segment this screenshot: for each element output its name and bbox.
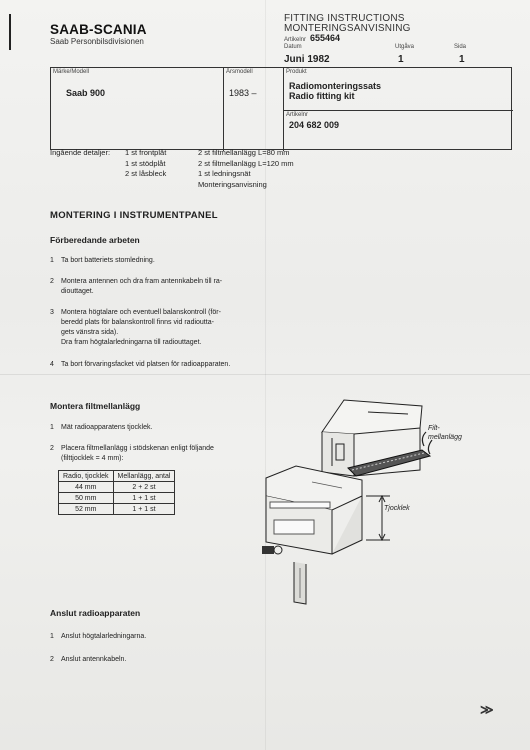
- step-number: 1: [50, 633, 54, 640]
- step-line: Dra fram högtalarledningarna till radiouttaget.: [61, 339, 202, 346]
- page-value: 1: [459, 54, 465, 65]
- edition-label: Utgåva: [395, 44, 415, 50]
- next-page-arrows-icon: ≫: [480, 702, 494, 717]
- step-number: 2: [50, 445, 54, 452]
- step-text: [61, 277, 222, 297]
- step-number: 2: [50, 278, 54, 285]
- step-text: [61, 632, 146, 642]
- divider: [283, 110, 513, 111]
- step-number: 4: [50, 361, 54, 368]
- step-text: [61, 444, 214, 464]
- contents-item: 1 st frontplåt: [125, 148, 167, 157]
- contents-col2: [198, 148, 294, 190]
- document-title: [284, 14, 411, 34]
- step-line: (filttjocklek = 4 mm):: [61, 455, 124, 462]
- title-sv: MONTERINGSANVISNING: [284, 23, 411, 34]
- contents-item: Monteringsanvisning: [198, 179, 267, 189]
- product-name-sv: Radiomonteringssats: [289, 81, 382, 91]
- page-label: Sida: [454, 44, 467, 50]
- year-label: Årsmodell: [226, 69, 253, 75]
- felt-table: [58, 470, 175, 515]
- step-line: Montera antennen och dra fram antennkabeln till ra-: [61, 278, 223, 285]
- article-number-line: [284, 33, 340, 43]
- model-label: Märke/Modell: [53, 69, 90, 75]
- table-cell: 1 + 1 st: [113, 493, 175, 504]
- article-number: 655464: [310, 33, 341, 43]
- section-heading-mounting: MONTERING I INSTRUMENTPANEL: [50, 210, 218, 221]
- info-box: [50, 67, 512, 150]
- contents-col1: [125, 148, 166, 180]
- product-name-en: Radio fitting kit: [289, 91, 355, 101]
- table-cell: 44 mm: [59, 482, 114, 493]
- contents-label: Ingående detaljer:: [50, 148, 111, 157]
- step-line: Placera filtmellanlägg i stödskenan enligt följande: [61, 445, 214, 452]
- prep-step-4: [50, 360, 230, 370]
- product-value: [289, 81, 381, 101]
- mounting-illustration: [262, 392, 447, 612]
- step-line: Mät radioapparatens tjocklek.: [61, 424, 153, 431]
- divider: [223, 68, 224, 151]
- article-label: Artikelnr: [286, 112, 309, 118]
- step-text: [61, 655, 126, 665]
- contents-item: 2 st filtmellanlägg L=80 mm: [198, 148, 290, 157]
- step-text: [61, 308, 221, 348]
- connect-step-1: [50, 632, 146, 642]
- table-row: [59, 504, 175, 515]
- edition-value: 1: [398, 54, 404, 65]
- step-line: gets vänstra sida).: [61, 329, 119, 336]
- article-number-label: Artikelnr: [284, 37, 307, 43]
- connect-step-2: [50, 655, 126, 665]
- date-value: Juni 1982: [284, 54, 330, 65]
- step-line: diouttaget.: [61, 288, 94, 295]
- step-number: 2: [50, 656, 54, 663]
- label-felt-spacer: [428, 424, 462, 442]
- table-header-cell: Mellanlägg, antal: [113, 471, 175, 482]
- brand-logo: SAAB-SCANIA: [50, 22, 147, 37]
- contents-item: 1 st stödplåt: [125, 158, 166, 168]
- table-cell: 52 mm: [59, 504, 114, 515]
- table-header-row: [59, 471, 175, 482]
- step-line: Ta bort förvaringsfacket vid platsen för radioapparaten.: [61, 361, 231, 368]
- felt-step-1: [50, 423, 152, 433]
- table-cell: 1 + 1 st: [113, 504, 175, 515]
- step-number: 3: [50, 309, 54, 316]
- label-line: mellanlägg: [428, 434, 462, 441]
- table-cell: 50 mm: [59, 493, 114, 504]
- step-number: 1: [50, 257, 54, 264]
- prep-step-2: [50, 277, 222, 297]
- step-number: 1: [50, 424, 54, 431]
- step-text: [61, 423, 152, 433]
- contents-item: 1 st ledningsnät: [198, 169, 251, 178]
- contents-item: 2 st låsbleck: [125, 169, 167, 178]
- label-line: Filt-: [428, 425, 440, 432]
- contents-item: 2 st filtmellanlägg L=120 mm: [198, 158, 294, 168]
- brand-block: [50, 22, 147, 46]
- date-label: Datum: [284, 44, 302, 50]
- model-value: Saab 900: [66, 88, 106, 98]
- article-value: 204 682 009: [289, 120, 340, 130]
- step-text: [61, 360, 230, 370]
- step-line: beredd plats för balanskontroll finns vid radioutta-: [61, 319, 214, 326]
- brand-division: Saab Personbilsdivisionen: [50, 37, 144, 46]
- heading-felt: Montera filtmellanlägg: [50, 401, 141, 411]
- table-header-cell: Radio, tjocklek: [59, 471, 114, 482]
- table-row: [59, 493, 175, 504]
- step-line: Anslut antennkabeln.: [61, 656, 127, 663]
- prep-step-1: [50, 256, 155, 266]
- heading-connect: Anslut radioapparaten: [50, 608, 141, 618]
- step-line: Montera högtalare och eventuell balanskontroll (för-: [61, 309, 221, 316]
- title-en: FITTING INSTRUCTIONS: [284, 13, 405, 24]
- felt-step-2: [50, 444, 214, 464]
- year-value: 1983 –: [229, 88, 257, 98]
- table-cell: 2 + 2 st: [113, 482, 175, 493]
- step-line: Ta bort batteriets stomledning.: [61, 257, 155, 264]
- label-thickness: Tjocklek: [384, 505, 410, 512]
- step-text: [61, 256, 155, 266]
- table-row: [59, 482, 175, 493]
- margin-mark: [9, 14, 11, 50]
- step-line: Anslut högtalarledningarna.: [61, 633, 147, 640]
- prep-step-3: [50, 308, 221, 348]
- heading-preparation: Förberedande arbeten: [50, 235, 140, 245]
- product-label: Produkt: [286, 69, 307, 75]
